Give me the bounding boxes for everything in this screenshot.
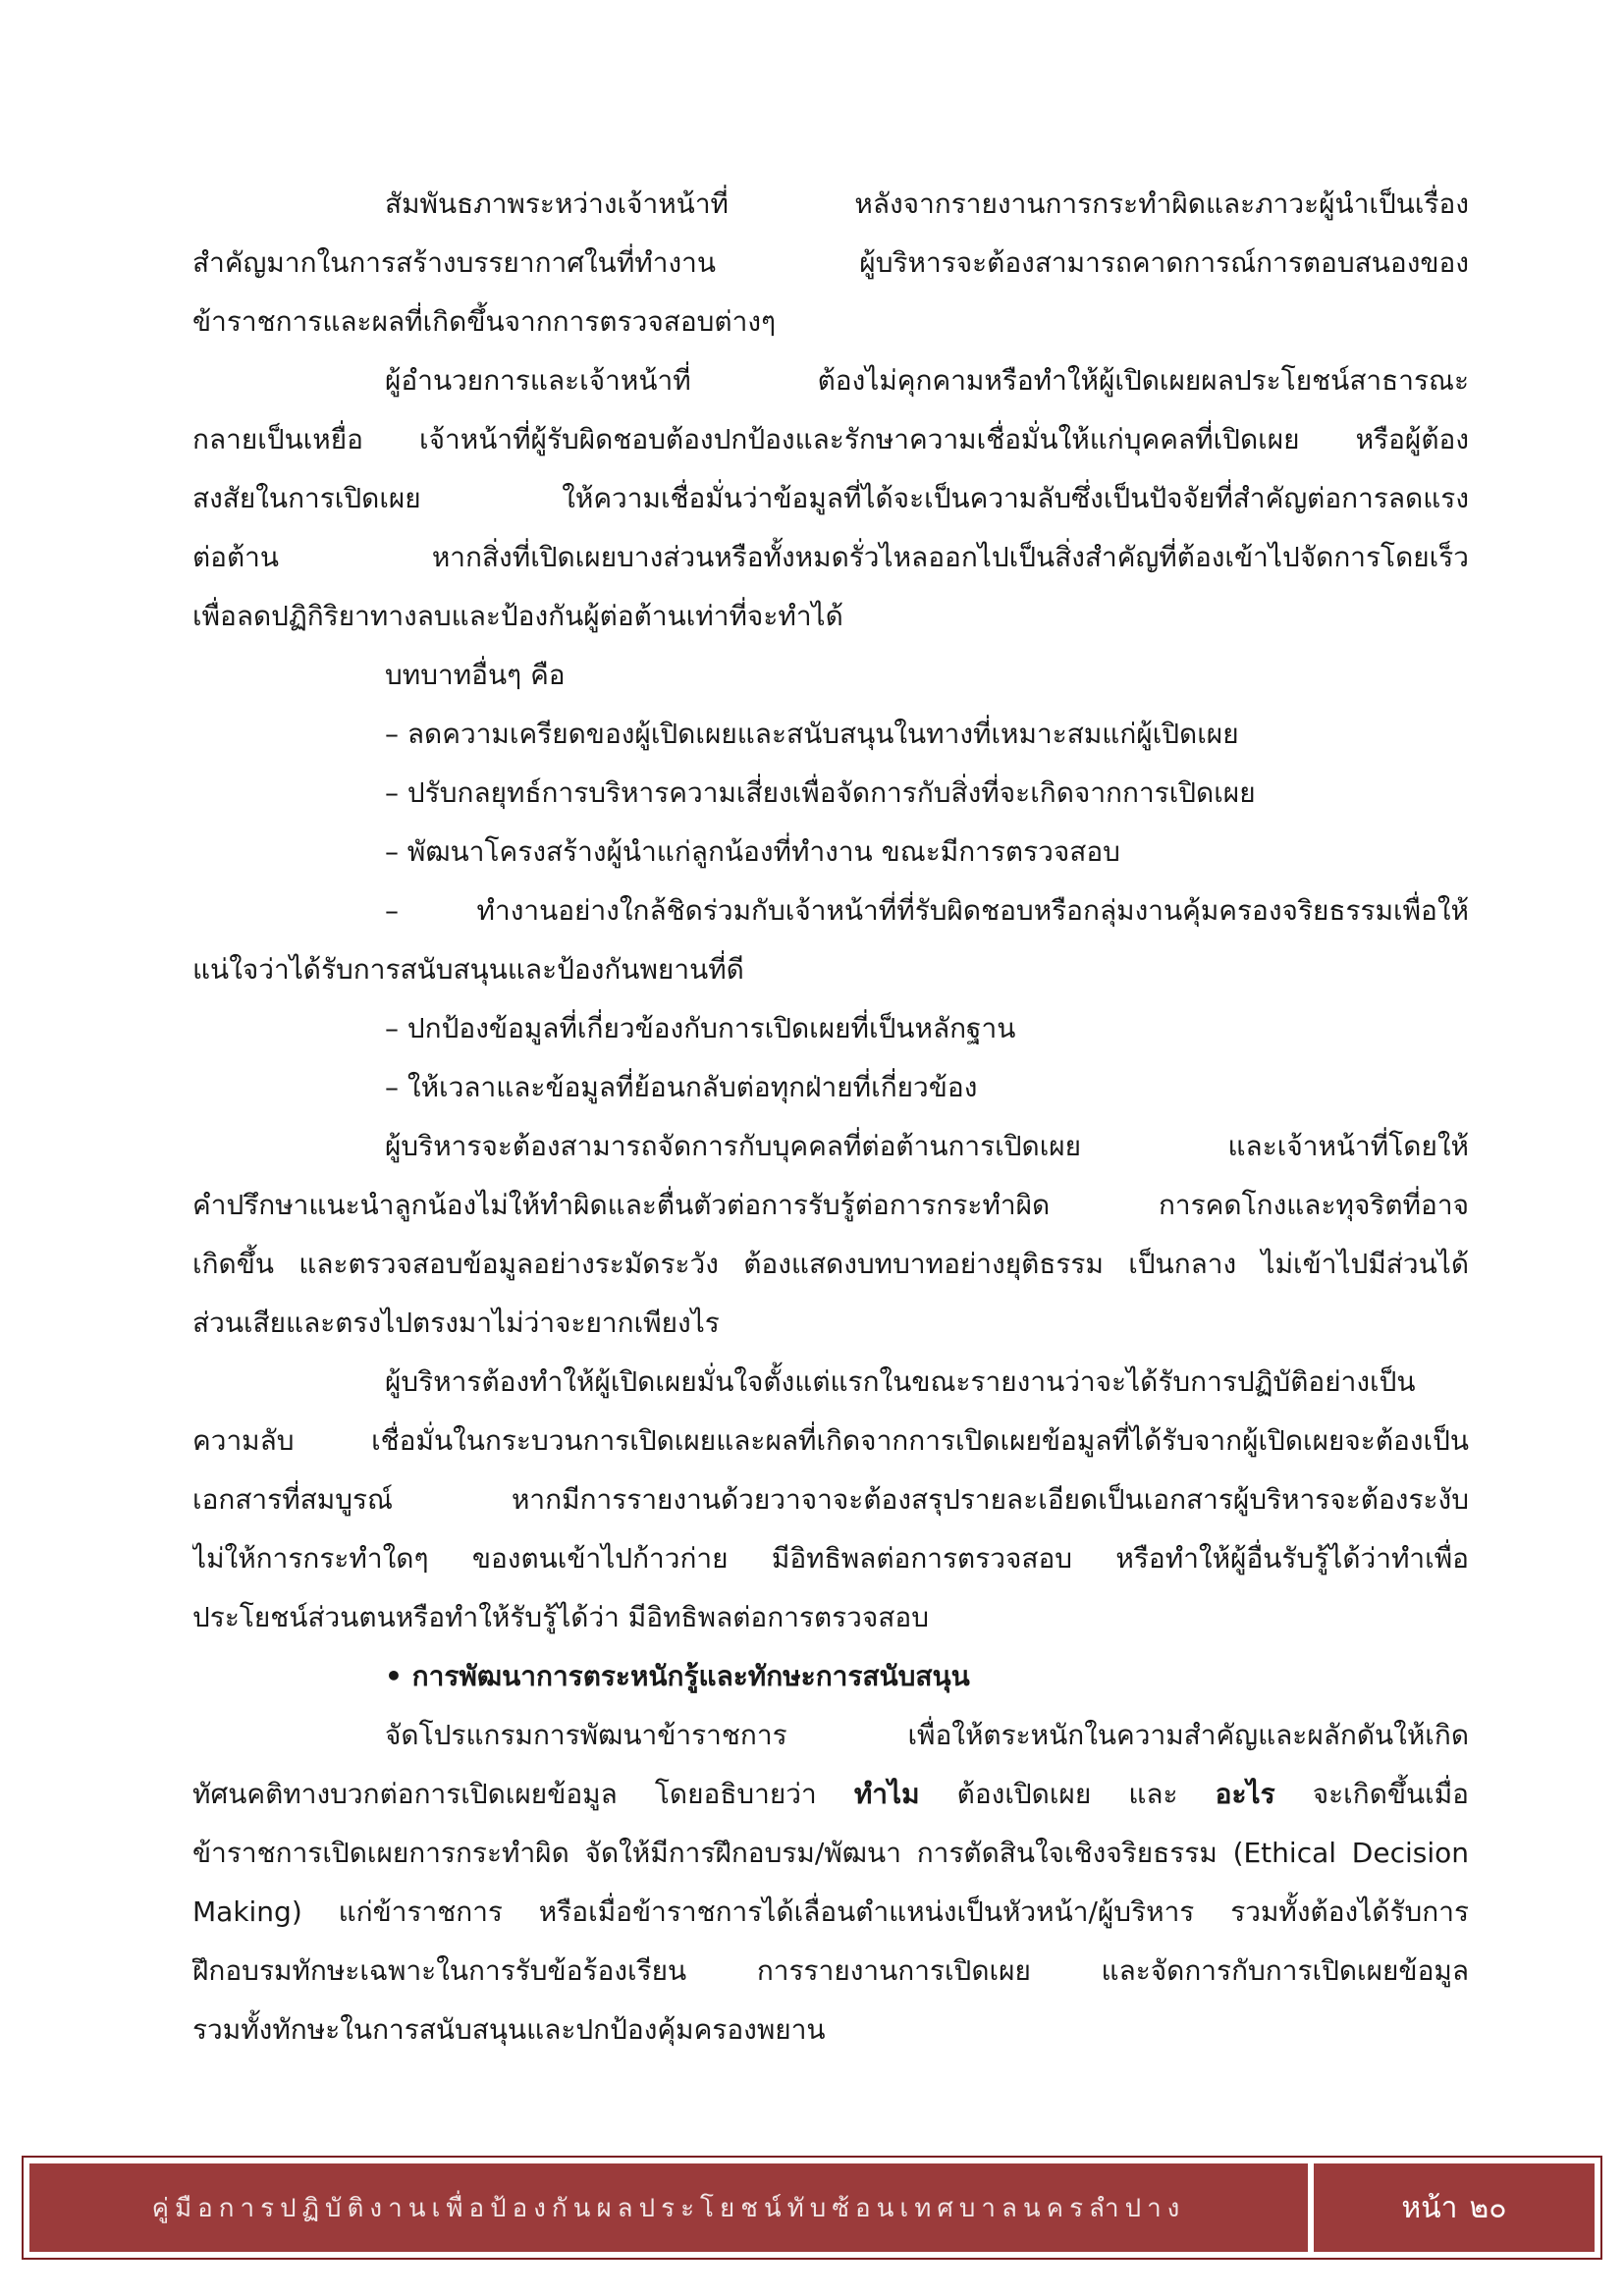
paragraph-line: รวมทั้งทักษะในการสนับสนุนและปกป้องคุ้มครองพยาน: [192, 2013, 826, 2046]
footer-title: คู่มือการปฏิบัติงานเพื่อป้องกันผลประโยชน์ทับซ้อนเทศบาลนครลำปาง: [29, 2163, 1308, 2252]
text-run: ทัศนคติทางบวกต่อการเปิดเผยข้อมูล โดยอธิบายว่า: [192, 1778, 854, 1810]
section-heading: [192, 1647, 1469, 1706]
role-item: – พัฒนาโครงสร้างผู้นำแก่ลูกน้องที่ทำงาน ขณะมีการตรวจสอบ: [385, 835, 1120, 868]
paragraph-line: เกิดขึ้น และตรวจสอบข้อมูลอย่างระมัดระวัง ต้องแสดงบทบาทอย่างยุติธรรม เป็นกลาง ไม่เข้าไปมีส่วนได้: [192, 1248, 1469, 1280]
role-item: – ลดความเครียดของผู้เปิดเผยและสนับสนุนในทางที่เหมาะสมแก่ผู้เปิดเผย: [385, 718, 1239, 750]
page-indicator: [1314, 2163, 1595, 2252]
footer: [29, 2163, 1595, 2252]
paragraph-line: ประโยชน์ส่วนตนหรือทำให้รับรู้ได้ว่า มีอิทธิพลต่อการตรวจสอบ: [192, 1601, 929, 1633]
section-heading-text: การพัฒนาการตระหนักรู้และทักษะการสนับสนุน: [411, 1660, 970, 1692]
paragraph-line: จัดโปรแกรมการพัฒนาข้าราชการ เพื่อให้ตระหนักในความสำคัญและผลักดันให้เกิด: [385, 1719, 1469, 1751]
paragraph-line: เพื่อลดปฏิกิริยาทางลบและป้องกันผู้ต่อต้านเท่าที่จะทำได้: [192, 600, 843, 632]
role-item: – ให้เวลาและข้อมูลที่ย้อนกลับต่อทุกฝ่ายที่เกี่ยวข้อง: [385, 1071, 978, 1103]
text-run: จะเกิดขึ้นเมื่อ: [1274, 1778, 1469, 1810]
paragraph-line: คำปรึกษาแนะนำลูกน้องไม่ให้ทำผิดและตื่นตัวต่อการรับรู้ต่อการกระทำผิด การคดโกงและทุจริตที่อาจ: [192, 1189, 1469, 1221]
paragraph-line: ความลับ เชื่อมั่นในกระบวนการเปิดเผยและผลที่เกิดจากการเปิดเผยข้อมูลที่ได้รับจากผู้เปิดเผยจะต้องเป็น: [192, 1424, 1469, 1457]
paragraph-line-mixed: [192, 1765, 1469, 1824]
paragraph-line: ส่วนเสียและตรงไปตรงมาไม่ว่าจะยากเพียงไร: [192, 1307, 720, 1339]
paragraph-line: Making) แก่ข้าราชการ หรือเมื่อข้าราชการได้เลื่อนตำแหน่งเป็นหัวหน้า/ผู้บริหาร รวมทั้งต้องได้รับการ: [192, 1896, 1469, 1928]
role-item: – ปรับกลยุทธ์การบริหารความเสี่ยงเพื่อจัดการกับสิ่งที่จะเกิดจากการเปิดเผย: [385, 776, 1256, 809]
paragraph-line: ข้าราชการและผลที่เกิดขึ้นจากการตรวจสอบต่างๆ: [192, 305, 777, 338]
paragraph-line: ต่อต้าน หากสิ่งที่เปิดเผยบางส่วนหรือทั้งหมดรั่วไหลออกไปเป็นสิ่งสำคัญที่ต้องเข้าไปจัดการโดยเร็ว: [192, 541, 1469, 573]
text-run: ต้องเปิดเผย และ: [919, 1778, 1216, 1810]
paragraph-line: ผู้อำนวยการและเจ้าหน้าที่ ต้องไม่คุกคามหรือทำให้ผู้เปิดเผยผลประโยชน์สาธารณะ: [385, 364, 1469, 397]
roles-intro: บทบาทอื่นๆ คือ: [385, 659, 566, 691]
emphasis-why: ทำไม: [853, 1778, 920, 1810]
role-item: – ทำงานอย่างใกล้ชิดร่วมกับเจ้าหน้าที่ที่รับผิดชอบหรือกลุ่มงานคุ้มครองจริยธรรมเพื่อให้: [385, 894, 1469, 927]
paragraph-line: ข้าราชการเปิดเผยการกระทำผิด จัดให้มีการฝึกอบรม/พัฒนา การตัดสินใจเชิงจริยธรรม (Ethical Decision: [192, 1837, 1469, 1869]
paragraph-line: กลายเป็นเหยื่อ เจ้าหน้าที่ผู้รับผิดชอบต้องปกป้องและรักษาความเชื่อมั่นให้แก่บุคคลที่เปิดเผย หรือผู้ต้อง: [192, 423, 1469, 455]
role-item: – ปกป้องข้อมูลที่เกี่ยวข้องกับการเปิดเผยที่เป็นหลักฐาน: [385, 1012, 1016, 1044]
paragraph-line: ผู้บริหารจะต้องสามารถจัดการกับบุคคลที่ต่อต้านการเปิดเผย และเจ้าหน้าที่โดยให้: [385, 1130, 1469, 1162]
paragraph-line: สัมพันธภาพระหว่างเจ้าหน้าที่ หลังจากรายงานการกระทำผิดและภาวะผู้นำเป็นเรื่อง: [385, 187, 1469, 220]
role-item-continued: แน่ใจว่าได้รับการสนับสนุนและป้องกันพยานที่ดี: [192, 953, 744, 986]
paragraph-line: ฝึกอบรมทักษะเฉพาะในการรับข้อร้องเรียน การรายงานการเปิดเผย และจัดการกับการเปิดเผยข้อมูล: [192, 1954, 1469, 1987]
paragraph-line: ผู้บริหารต้องทำให้ผู้เปิดเผยมั่นใจตั้งแต่แรกในขณะรายงานว่าจะได้รับการปฏิบัติอย่างเป็น: [385, 1365, 1416, 1398]
paragraph-line: ไม่ให้การกระทำใดๆ ของตนเข้าไปก้าวก่าย มีอิทธิพลต่อการตรวจสอบ หรือทำให้ผู้อื่นรับรู้ได้ว่าทำเพื่อ: [192, 1542, 1469, 1575]
emphasis-what: อะไร: [1215, 1778, 1275, 1810]
paragraph-line: เอกสารที่สมบูรณ์ หากมีการรายงานด้วยวาจาจะต้องสรุปรายละเอียดเป็นเอกสารผู้บริหารจะต้องระงับ: [192, 1483, 1469, 1516]
document-body: [192, 175, 1469, 2059]
paragraph-line: สำคัญมากในการสร้างบรรยากาศในที่ทำงาน ผู้บริหารจะต้องสามารถคาดการณ์การตอบสนองของ: [192, 246, 1469, 279]
bullet-icon: •: [385, 1660, 403, 1692]
paragraph-line: สงสัยในการเปิดเผย ให้ความเชื่อมั่นว่าข้อมูลที่ได้จะเป็นความลับซึ่งเป็นปัจจัยที่สำคัญต่อการลดแรง: [192, 482, 1469, 514]
page-number: ๒๐: [1469, 2190, 1507, 2225]
page-label: หน้า: [1401, 2190, 1458, 2225]
